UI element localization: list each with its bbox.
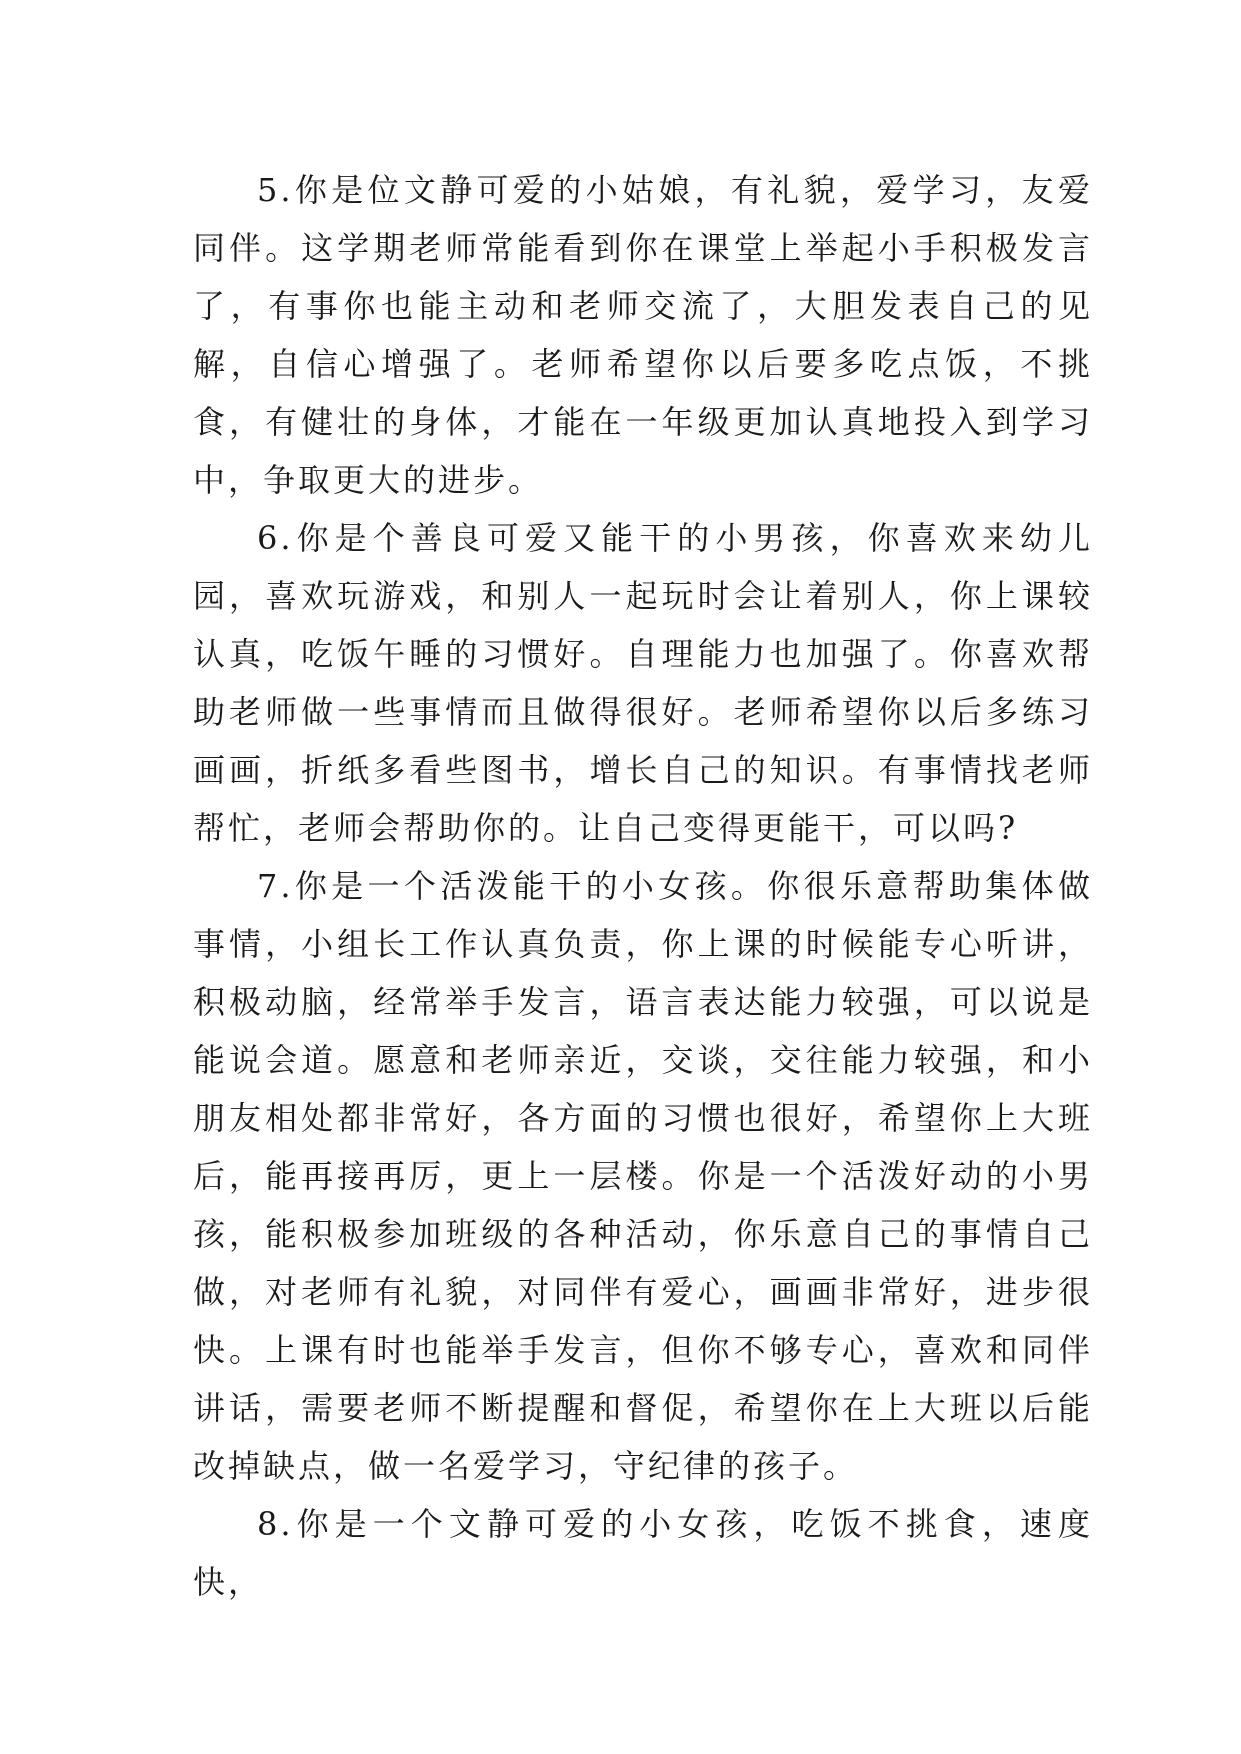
paragraph-6: 6.你是个善良可爱又能干的小男孩，你喜欢来幼儿园，喜欢玩游戏，和别人一起玩时会让着别人，你上课较认真，吃饭午睡的习惯好。自理能力也加强了。你喜欢帮助老师做一些事情而且做得很好。老师希望你以后多练习画画，折纸多看些图书，增长自己的知识。有事情找老师帮忙，老师会帮助你的。让自己变得更能干，可以吗? xyxy=(193,519,1093,847)
paragraph-7: 7.你是一个活泼能干的小女孩。你很乐意帮助集体做事情，小组长工作认真负责，你上课的时候能专心听讲，积极动脑，经常举手发言，语言表达能力较强，可以说是能说会道。愿意和老师亲近，交谈，交往能力较强，和小朋友相处都非常好，各方面的习惯也很好，希望你上大班后，能再接再厉，更上一层楼。你是一个活泼好动的小男孩，能积极参加班级的各种活动，你乐意自己的事情自己做，对老师有礼貌，对同伴有爱心，画画非常好，进步很快。上课有时也能举手发言，但你不够专心，喜欢和同伴讲话，需要老师不断提醒和督促，希望你在上大班以后能改掉缺点，做一名爱学习，守纪律的孩子。 xyxy=(193,867,1093,1485)
document-body xyxy=(193,161,1093,1611)
paragraph-5: 5.你是位文静可爱的小姑娘，有礼貌，爱学习，友爱同伴。这学期老师常能看到你在课堂上举起小手积极发言了，有事你也能主动和老师交流了，大胆发表自己的见解，自信心增强了。老师希望你以后要多吃点饭，不挑食，有健壮的身体，才能在一年级更加认真地投入到学习中，争取更大的进步。 xyxy=(193,171,1093,499)
paragraph-8: 8.你是一个文静可爱的小女孩，吃饭不挑食，速度快， xyxy=(193,1505,1093,1601)
